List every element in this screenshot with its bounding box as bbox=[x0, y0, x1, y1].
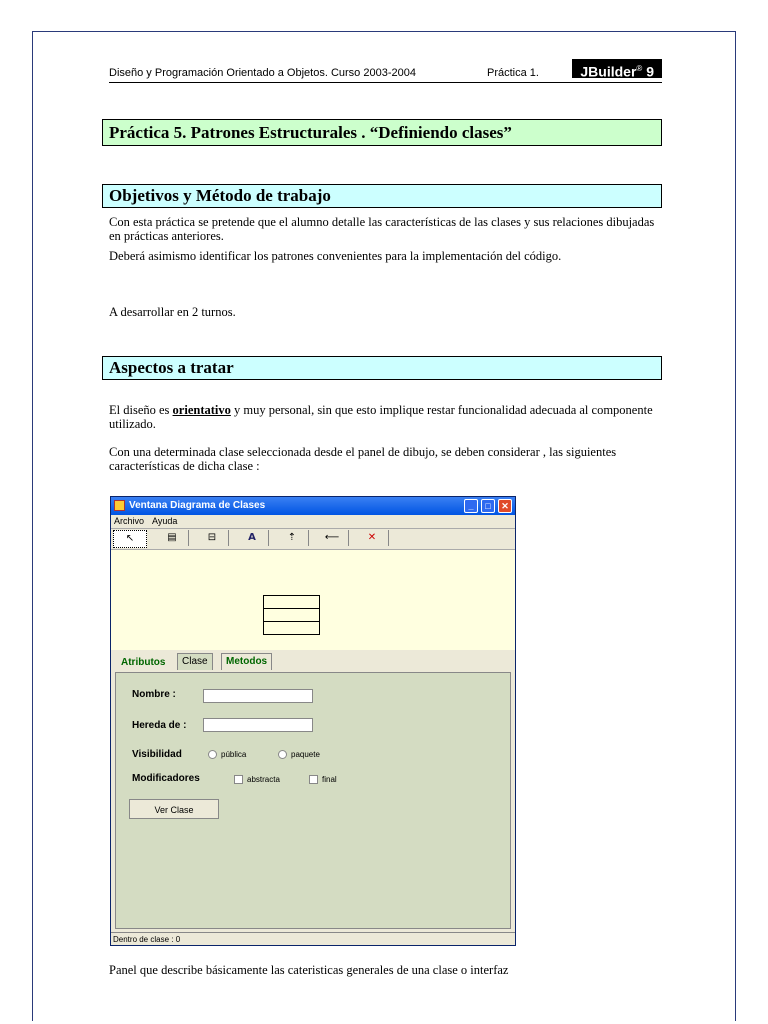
window-title: Ventana Diagrama de Clases bbox=[129, 500, 266, 511]
class-diagram-window bbox=[110, 496, 516, 946]
section-heading-objetivos: Objetivos y Método de trabajo bbox=[102, 184, 662, 208]
page-header bbox=[109, 58, 662, 83]
modificadores-label: Modificadores bbox=[132, 773, 200, 784]
toolbar bbox=[111, 528, 515, 550]
hereda-label: Hereda de : bbox=[132, 720, 187, 731]
clase-panel bbox=[115, 672, 511, 929]
maximize-icon[interactable]: □ bbox=[481, 499, 495, 513]
nombre-field[interactable] bbox=[203, 689, 313, 703]
association-tool-icon[interactable]: ⟵ bbox=[316, 530, 349, 546]
section-heading-aspectos: Aspectos a tratar bbox=[102, 356, 662, 380]
hereda-field[interactable] bbox=[203, 718, 313, 732]
tab-metodos[interactable]: Metodos bbox=[221, 653, 272, 670]
close-icon[interactable]: ✕ bbox=[498, 499, 512, 513]
jbuilder-logo: JBuilder® 9 bbox=[572, 59, 662, 78]
text-tool-icon[interactable]: A bbox=[236, 530, 269, 546]
radio-publica[interactable]: pública bbox=[208, 750, 246, 759]
tab-clase[interactable]: Clase bbox=[177, 653, 213, 670]
tab-strip bbox=[111, 652, 515, 672]
menu-archivo[interactable]: Archivo bbox=[114, 516, 145, 526]
window-titlebar[interactable] bbox=[111, 497, 515, 515]
figure-caption: Panel que describe básicamente las cateristicas generales de una clase o interfaz bbox=[109, 963, 509, 977]
course-title: Diseño y Programación Orientado a Objetos. Curso 2003-2004 bbox=[109, 67, 416, 79]
objetivos-paragraph-3: A desarrollar en 2 turnos. bbox=[109, 305, 236, 319]
nombre-label: Nombre : bbox=[132, 689, 176, 700]
objetivos-paragraph-1: Con esta práctica se pretende que el alumno detalle las características de las clases y sus relaciones dibujadas en prácticas anteriores. bbox=[109, 215, 655, 243]
class-tool-icon[interactable]: ▤ bbox=[156, 530, 189, 546]
document-title: Práctica 5. Patrones Estructurales . “Definiendo clases” bbox=[102, 119, 662, 146]
pointer-tool-icon[interactable]: ↖ bbox=[113, 530, 147, 548]
aspectos-paragraph-1: El diseño es orientativo y muy personal, sin que esto implique restar funcionalidad adecuada al componente utilizado. bbox=[109, 403, 653, 431]
delete-tool-icon[interactable]: ✕ bbox=[356, 530, 389, 546]
check-abstracta[interactable]: abstracta bbox=[234, 775, 280, 784]
objetivos-paragraph-2: Deberá asimismo identificar los patrones convenientes para la implementación del código. bbox=[109, 249, 562, 263]
app-icon bbox=[114, 500, 125, 511]
ver-clase-button[interactable]: Ver Clase bbox=[129, 799, 219, 819]
status-bar: Dentro de clase : 0 bbox=[111, 932, 515, 945]
menubar bbox=[111, 515, 515, 528]
practica-label: Práctica 1. bbox=[487, 67, 539, 79]
minimize-icon[interactable]: _ bbox=[464, 499, 478, 513]
menu-ayuda[interactable]: Ayuda bbox=[152, 516, 178, 526]
aspectos-paragraph-2: Con una determinada clase seleccionada desde el panel de dibujo, se deben considerar , las siguientes características de dicha clase : bbox=[109, 445, 617, 473]
visibilidad-label: Visibilidad bbox=[132, 749, 182, 760]
interface-tool-icon[interactable]: ⊟ bbox=[196, 530, 229, 546]
check-final[interactable]: final bbox=[309, 775, 337, 784]
tab-atributos[interactable]: Atributos bbox=[121, 657, 166, 668]
uml-class-box[interactable] bbox=[263, 595, 320, 635]
drawing-canvas[interactable] bbox=[111, 550, 515, 650]
inheritance-tool-icon[interactable]: ⇡ bbox=[276, 530, 309, 546]
radio-paquete[interactable]: paquete bbox=[278, 750, 320, 759]
